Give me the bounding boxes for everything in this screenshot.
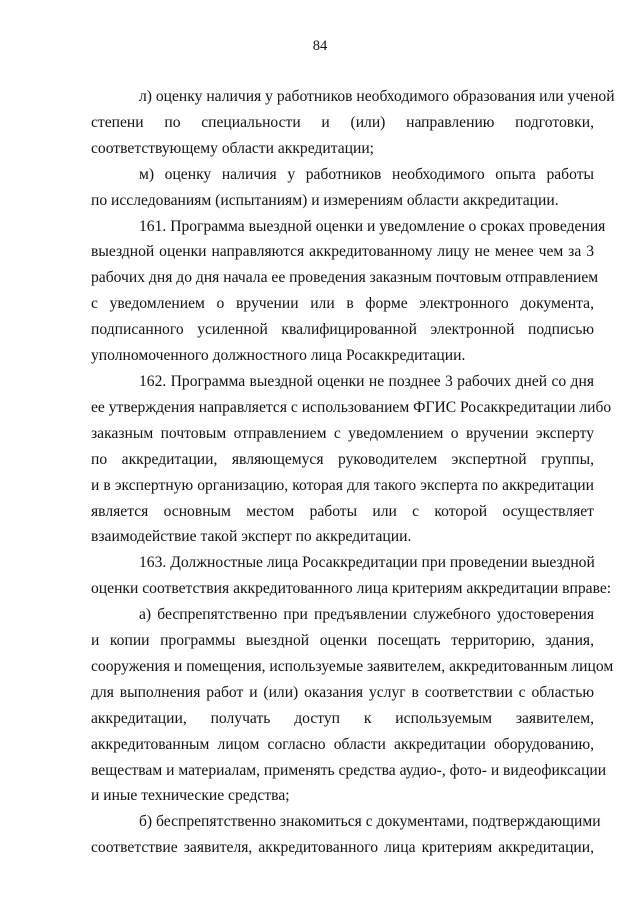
page-number: 84 — [312, 38, 328, 54]
text-line: с уведомлением о вручении или в форме электронного документа, — [91, 295, 594, 313]
text-line: соответствующему области аккредитации; — [91, 139, 375, 157]
text-line: м) оценку наличия у работников необходимого опыта работы — [139, 165, 594, 183]
text-line: оценки соответствия аккредитованного лица критериям аккредитации вправе: — [91, 580, 612, 598]
text-line: 162. Программа выездной оценки не позднее 3 рабочих дней со дня — [139, 372, 594, 390]
document-body — [91, 84, 615, 861]
text-line: взаимодействие такой эксперт по аккредитации. — [91, 528, 412, 546]
text-line: ее утверждения направляется с использованием ФГИС Росаккредитации либо — [91, 398, 612, 416]
text-line: заказным почтовым отправлением с уведомлением о вручении эксперту — [91, 424, 594, 442]
paragraph-item-l — [91, 84, 615, 162]
text-line: б) беспрепятственно знакомиться с документами, подтверждающими — [139, 813, 601, 831]
paragraph-clause-163 — [91, 550, 612, 602]
text-line: уполномоченного должностного лица Росаккредитации. — [91, 347, 466, 365]
text-line: по исследованиям (испытаниям) и измерениям области аккредитации. — [91, 191, 559, 209]
text-line: степени по специальности и (или) направлению подготовки, — [91, 113, 594, 131]
text-line: веществам и материалам, применять средства аудио-, фото- и видеофиксации — [91, 761, 607, 779]
text-line: и в экспертную организацию, которая для такого эксперта по аккредитации — [91, 476, 594, 494]
text-line: и копии программы выездной оценки посещать территорию, здания, — [91, 632, 594, 650]
text-line: по аккредитации, являющемуся руководителем экспертной группы, — [91, 450, 594, 468]
text-line: и иные технические средства; — [91, 787, 290, 805]
paragraph-item-b — [91, 809, 601, 861]
text-line: аккредитованным лицом согласно области аккредитации оборудованию, — [91, 735, 594, 753]
paragraph-item-m — [91, 162, 594, 214]
text-line: является основным местом работы или с которой осуществляет — [91, 502, 594, 520]
text-line: подписанного усиленной квалифицированной электронной подписью — [91, 321, 594, 339]
text-line: рабочих дня до дня начала ее проведения заказным почтовым отправлением — [91, 269, 599, 287]
paragraph-item-a — [91, 602, 614, 809]
text-line: 163. Должностные лица Росаккредитации при проведении выездной — [139, 554, 595, 572]
text-line: сооружения и помещения, используемые заявителем, аккредитованным лицом — [91, 657, 614, 675]
text-line: соответствие заявителя, аккредитованного лица критериям аккредитации, — [91, 839, 594, 857]
text-line: 161. Программа выездной оценки и уведомление о сроках проведения — [139, 217, 606, 235]
text-line: выездной оценки направляются аккредитованному лицу не менее чем за 3 — [91, 243, 594, 261]
text-line: л) оценку наличия у работников необходимого образования или ученой — [139, 88, 615, 105]
text-line: для выполнения работ и (или) оказания услуг в соответствии с областью — [91, 683, 594, 701]
text-line: а) беспрепятственно при предъявлении служебного удостоверения — [139, 606, 594, 624]
text-line: аккредитации, получать доступ к используемым заявителем, — [91, 709, 594, 727]
paragraph-clause-161 — [91, 214, 606, 369]
paragraph-clause-162 — [91, 369, 612, 550]
